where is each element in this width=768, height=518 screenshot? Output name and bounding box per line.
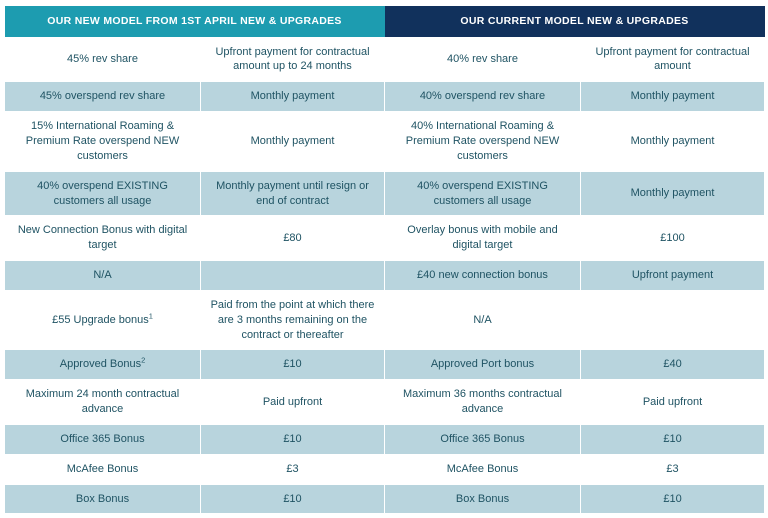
table-cell: £3 — [581, 454, 765, 484]
table-row — [5, 171, 765, 216]
table-cell: £55 Upgrade bonus$^1$ — [5, 290, 201, 350]
table-cell: Monthly payment until resign or end of contract — [201, 171, 385, 216]
table-cell: Paid from the point at which there are 3 months remaining on the contract or thereafter — [201, 290, 385, 350]
table-cell: £10 — [201, 424, 385, 454]
table-cell: £3 — [201, 454, 385, 484]
table-cell: Approved Bonus$^2$ — [5, 350, 201, 380]
footnote-marker: 1 — [148, 311, 153, 321]
table-cell: Monthly payment — [581, 171, 765, 216]
header-new-model: OUR NEW MODEL FROM 1ST APRIL NEW & UPGRADES — [5, 6, 385, 37]
table-cell: Approved Port bonus — [385, 350, 581, 380]
table-row — [5, 350, 765, 380]
table-cell: Upfront payment for contractual amount — [581, 37, 765, 82]
table-row — [5, 261, 765, 291]
table-cell: N/A — [5, 261, 201, 291]
table-cell: Office 365 Bonus — [385, 424, 581, 454]
table-row — [5, 112, 765, 172]
table-cell: Paid upfront — [581, 380, 765, 425]
table-row — [5, 380, 765, 425]
table-row — [5, 37, 765, 82]
table-cell: Office 365 Bonus — [5, 424, 201, 454]
table-cell: 40% overspend EXISTING customers all usage — [385, 171, 581, 216]
table-cell: 40% International Roaming & Premium Rate overspend NEW customers — [385, 112, 581, 172]
table-cell: 45% rev share — [5, 37, 201, 82]
table-header — [5, 6, 765, 37]
comparison-table — [4, 6, 765, 514]
table-cell: £100 — [581, 216, 765, 261]
table-cell: Monthly payment — [201, 82, 385, 112]
table-row — [5, 424, 765, 454]
table-cell: £80 — [201, 216, 385, 261]
table-body — [5, 37, 765, 514]
table-cell: Monthly payment — [581, 112, 765, 172]
table-cell: Box Bonus — [385, 484, 581, 514]
table-cell: Maximum 36 months contractual advance — [385, 380, 581, 425]
table-cell — [201, 261, 385, 291]
table-header-row — [5, 6, 765, 37]
table-cell — [581, 290, 765, 350]
table-cell: Upfront payment for contractual amount up to 24 months — [201, 37, 385, 82]
table-cell: £10 — [201, 350, 385, 380]
table-cell: McAfee Bonus — [385, 454, 581, 484]
table-cell: Paid upfront — [201, 380, 385, 425]
table-cell: £40 new connection bonus — [385, 261, 581, 291]
table-cell: £10 — [581, 484, 765, 514]
table-cell: Maximum 24 month contractual advance — [5, 380, 201, 425]
table-row — [5, 484, 765, 514]
table-cell: Overlay bonus with mobile and digital target — [385, 216, 581, 261]
table-cell: Monthly payment — [581, 82, 765, 112]
table-cell: 45% overspend rev share — [5, 82, 201, 112]
table-cell: £10 — [201, 484, 385, 514]
table-cell: N/A — [385, 290, 581, 350]
table-cell: 15% International Roaming & Premium Rate overspend NEW customers — [5, 112, 201, 172]
table-row — [5, 290, 765, 350]
table-cell: McAfee Bonus — [5, 454, 201, 484]
table-row — [5, 454, 765, 484]
table-cell: £10 — [581, 424, 765, 454]
table-cell: Box Bonus — [5, 484, 201, 514]
table-cell: 40% rev share — [385, 37, 581, 82]
table-cell: 40% overspend rev share — [385, 82, 581, 112]
table-cell: Monthly payment — [201, 112, 385, 172]
header-current-model: OUR CURRENT MODEL NEW & UPGRADES — [385, 6, 765, 37]
table-row — [5, 216, 765, 261]
table-cell: Upfront payment — [581, 261, 765, 291]
table-row — [5, 82, 765, 112]
table-cell: £40 — [581, 350, 765, 380]
footnote-marker: 2 — [141, 355, 146, 365]
table-cell: 40% overspend EXISTING customers all usage — [5, 171, 201, 216]
table-cell: New Connection Bonus with digital target — [5, 216, 201, 261]
